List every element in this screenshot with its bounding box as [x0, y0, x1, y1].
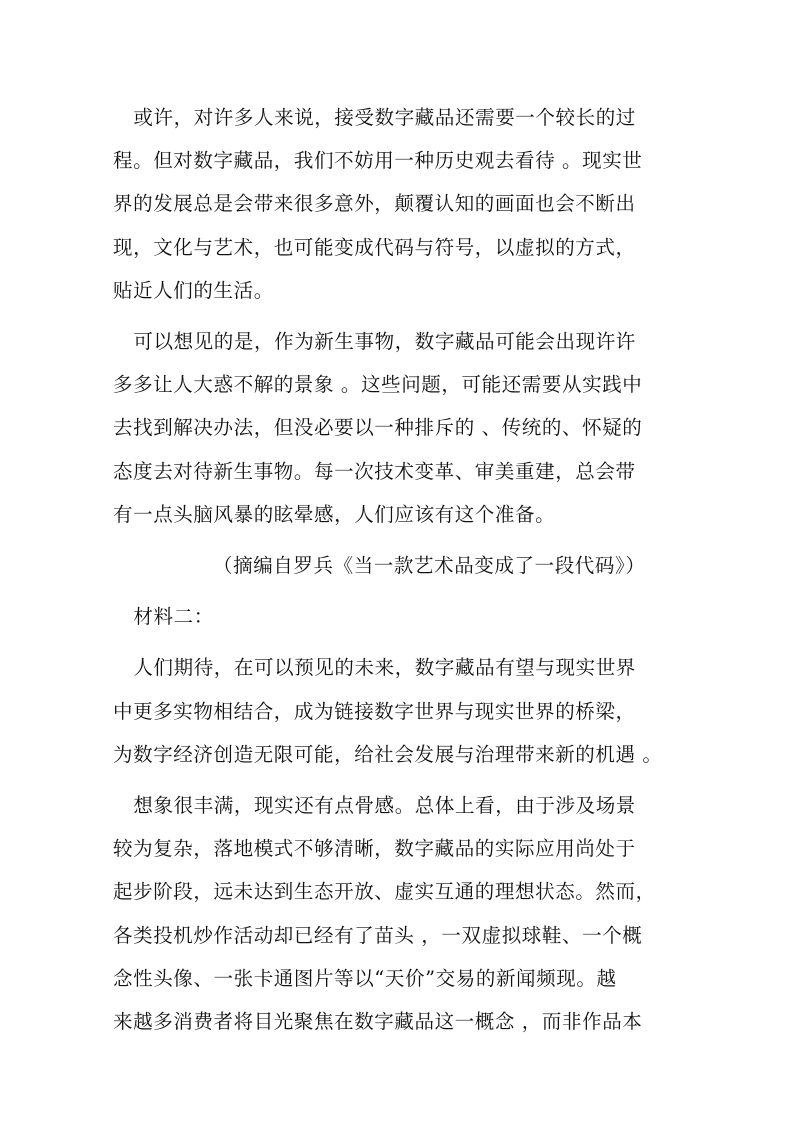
text-line: 程。但对数字藏品，我们不妨用一种历史观去看待 。现实世 [113, 149, 643, 173]
text-line: 态度去对待新生事物。每一次技术变革、审美重建，总会带 [113, 459, 636, 483]
paragraph-spacer [113, 536, 683, 544]
document-body [113, 96, 683, 1043]
text-line: 想象很丰满，现实还有点骨感。总体上看，由于涉及场景 [113, 794, 636, 818]
text-line: 可以想见的是，作为新生事物，数字藏品可能会出现许许 [113, 330, 636, 354]
text-line: 界的发展总是会带来很多意外，颠覆认知的画面也会不断出 [113, 192, 636, 216]
text-line: 有一点头脑风暴的眩晕感，人们应该有这个准备。 [113, 502, 556, 526]
section-heading [113, 595, 683, 638]
paragraph-spacer [113, 776, 683, 784]
paragraph-spacer [113, 587, 683, 595]
text-line: 为数字经济创造无限可能，给社会发展与治理带来新的机遇 。 [113, 742, 663, 766]
text-line: 念性头像、一张卡通图片等以“天价”交易的新闻频现。越 [113, 966, 617, 990]
text-line: 来越多消费者将目光聚焦在数字藏品这一概念 ，而非作品本 [113, 1010, 643, 1034]
text-line: 现，文化与艺术，也可能变成代码与符号，以虚拟的方式， [113, 235, 636, 259]
text-line: 贴近人们的生活。 [113, 278, 274, 302]
paragraph-2 [113, 320, 683, 536]
text-line: 去找到解决办法，但没必要以一种排斥的 、传统的、怀疑的 [113, 416, 643, 440]
text-line: 较为复杂，落地模式不够清晰，数字藏品的实际应用尚处于 [113, 837, 636, 861]
paragraph-1 [113, 96, 683, 312]
paragraph-spacer [113, 312, 683, 320]
text-line: 各类投机炒作活动却已经有了苗头 ，一双虚拟球鞋、一个概 [113, 923, 643, 947]
citation-text: （摘编自罗兵《当一款艺术品变成了一段代码》） [213, 554, 646, 578]
section-heading-text: 材料二： [113, 605, 214, 629]
paragraph-3 [113, 646, 683, 776]
text-line: 人们期待，在可以预见的未来，数字藏品有望与现实世界 [113, 656, 636, 680]
text-line: 多多让人大惑不解的景象 。这些问题，可能还需要从实践中 [113, 373, 643, 397]
source-citation [113, 544, 683, 587]
paragraph-spacer [113, 638, 683, 646]
text-line: 中更多实物相结合，成为链接数字世界与现实世界的桥梁， [113, 699, 636, 723]
text-line: 起步阶段，远未达到生态开放、虚实互通的理想状态。然而， [113, 880, 656, 904]
paragraph-4 [113, 784, 683, 1043]
text-line: 或许，对许多人来说，接受数字藏品还需要一个较长的过 [113, 106, 636, 129]
